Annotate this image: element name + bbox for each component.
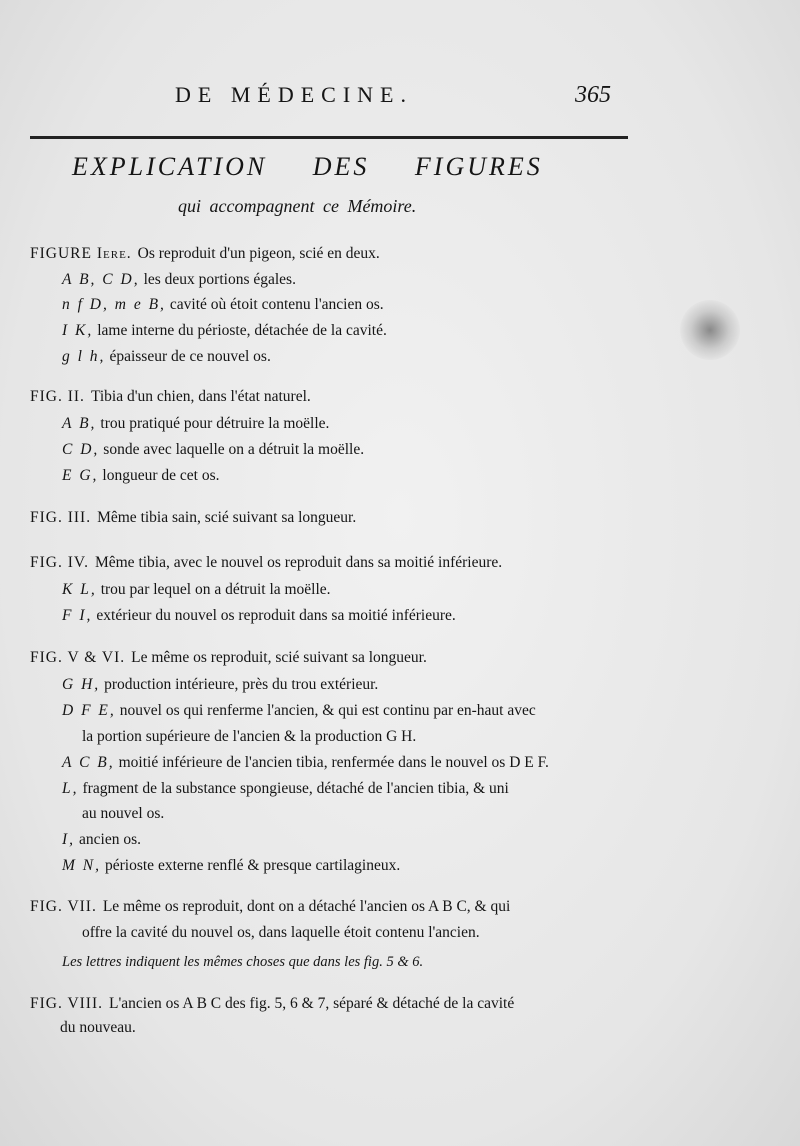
line-text: moitié inférieure de l'ancien tibia, renfermée dans le nouvel os D E F. — [118, 754, 549, 771]
line-text: les deux portions égales. — [143, 271, 296, 288]
running-head — [0, 82, 800, 112]
legend-line — [60, 1018, 136, 1038]
letter-label: E G, — [62, 467, 99, 484]
legend-line — [62, 753, 549, 773]
line-text: trou pratiqué pour détruire la moëlle. — [100, 415, 330, 432]
legend-line — [82, 727, 416, 747]
running-title: DE MÉDECINE. — [175, 82, 413, 107]
line-text: fragment de la substance spongieuse, détaché de l'ancien tibia, & uni — [82, 780, 509, 797]
letter-label: M N, — [62, 857, 101, 874]
legend-line — [62, 440, 364, 460]
letter-label: F I, — [62, 607, 93, 624]
legend-line — [62, 295, 384, 315]
line-text: Le même os reproduit, scié suivant sa longueur. — [131, 649, 427, 666]
line-text: périoste externe renflé & presque cartilagineux. — [105, 857, 401, 874]
legend-line — [62, 321, 387, 341]
line-text: au nouvel os. — [82, 805, 165, 822]
line-text: extérieur du nouvel os reproduit dans sa moitié inférieure. — [96, 607, 456, 624]
legend-line — [62, 856, 400, 876]
line-text: Même tibia sain, scié suivant sa longueur. — [97, 509, 357, 526]
legend-line — [62, 466, 220, 486]
legend-line — [62, 347, 271, 367]
letter-label: G H, — [62, 676, 101, 693]
figure-label: FIG. VIII. — [30, 995, 103, 1012]
page-subtitle: qui accompagnent ce Mémoire. — [178, 196, 417, 216]
line-text: production intérieure, près du trou extérieur. — [104, 676, 379, 693]
letter-label: n f D, m e B, — [62, 296, 166, 313]
legend-line — [62, 270, 296, 290]
letter-label: C D, — [62, 441, 100, 458]
line-text: sonde avec laquelle on a détruit la moëlle. — [103, 441, 365, 458]
figure-label: FIG. V & VI. — [30, 649, 126, 666]
figure-entry — [30, 553, 502, 573]
figure-entry — [30, 648, 427, 668]
figure-entry — [30, 508, 356, 528]
letter-label: L, — [62, 780, 79, 797]
figure-entry — [30, 994, 514, 1014]
letter-label: A B, — [62, 415, 97, 432]
legend-line — [62, 414, 329, 434]
figure-label: FIG. II. — [30, 388, 85, 405]
legend-line — [62, 701, 536, 721]
letter-label: K L, — [62, 581, 97, 598]
line-text: Tibia d'un chien, dans l'état naturel. — [90, 388, 311, 405]
legend-line — [62, 675, 378, 695]
figure-entry — [30, 897, 510, 917]
figure-label: FIGURE Iere. — [30, 245, 132, 262]
line-text: épaisseur de ce nouvel os. — [109, 348, 271, 365]
line-text: L'ancien os A B C des fig. 5, 6 & 7, séparé & détaché de la cavité — [109, 995, 515, 1012]
page-number: 365 — [575, 82, 611, 108]
line-text: trou par lequel on a détruit la moëlle. — [100, 581, 331, 598]
line-text: la portion supérieure de l'ancien & la production G H. — [82, 728, 417, 745]
legend-line — [62, 606, 456, 626]
page-title: EXPLICATION DES FIGURES — [72, 152, 543, 181]
line-text: longueur de cet os. — [102, 467, 220, 484]
line-text: Les lettres indiquent les mêmes choses que dans les fig. 5 & 6. — [62, 954, 424, 970]
legend-line — [82, 804, 164, 824]
letter-label: A B, C D, — [62, 271, 140, 288]
letter-label: I, — [62, 831, 76, 848]
letter-label: A C B, — [62, 754, 115, 771]
legend-line — [62, 580, 331, 600]
figure-entry — [30, 244, 380, 264]
figure-label: FIG. VII. — [30, 898, 97, 915]
paper-stain — [680, 300, 740, 360]
letter-label: g l h, — [62, 348, 106, 365]
letter-label: D F E, — [62, 702, 116, 719]
figure-entry — [30, 387, 311, 407]
figure-label: FIG. III. — [30, 509, 92, 526]
legend-line — [62, 830, 141, 850]
line-text: cavité où étoit contenu l'ancien os. — [169, 296, 384, 313]
line-text: nouvel os qui renferme l'ancien, & qui est continu par en-haut avec — [119, 702, 536, 719]
note-line — [62, 952, 423, 972]
line-text: Os reproduit d'un pigeon, scié en deux. — [137, 245, 380, 262]
line-text: du nouveau. — [60, 1019, 136, 1036]
line-text: Même tibia, avec le nouvel os reproduit dans sa moitié inférieure. — [94, 554, 503, 571]
letter-label: I K, — [62, 322, 94, 339]
line-text: Le même os reproduit, dont on a détaché l'ancien os A B C, & qui — [102, 898, 511, 915]
legend-line — [82, 923, 480, 943]
line-text: offre la cavité du nouvel os, dans laquelle étoit contenu l'ancien. — [82, 924, 480, 941]
header-rule — [30, 136, 628, 139]
line-text: ancien os. — [79, 831, 142, 848]
line-text: lame interne du périoste, détachée de la cavité. — [97, 322, 387, 339]
figure-label: FIG. IV. — [30, 554, 89, 571]
legend-line — [62, 779, 509, 799]
